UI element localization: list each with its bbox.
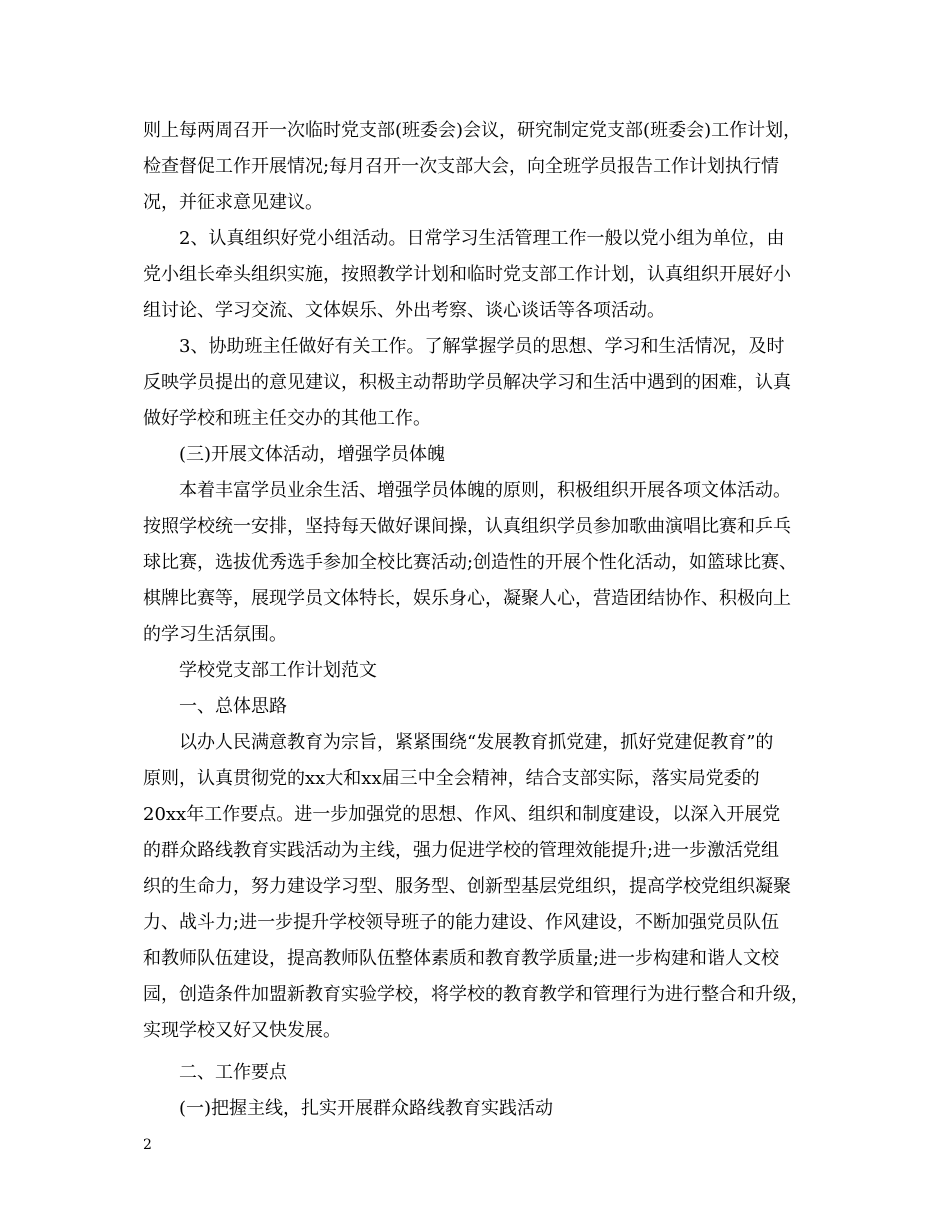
section-heading: 二、工作要点 xyxy=(179,1062,287,1083)
text-line: 实现学校又好又快发展。 xyxy=(143,1020,341,1041)
document-body xyxy=(143,113,823,1127)
paragraph-first-line: 2、认真组织好党小组活动。日常学习生活管理工作一般以党小组为单位，由 xyxy=(179,228,785,249)
text-line: 原则，认真贯彻党的xx大和xx届三中全会精神，结合支部实际，落实局党委的 xyxy=(143,768,760,789)
section-heading: 一、总体思路 xyxy=(179,696,287,717)
text-line: 棋牌比赛等，展现学员文体特长，娱乐身心，凝聚人心，营造团结协作、积极向上 xyxy=(143,588,791,609)
text-line: 织的生命力，努力建设学习型、服务型、创新型基层党组织，提高学校党组织凝聚 xyxy=(143,876,791,897)
text-line: 的学习生活氛围。 xyxy=(143,624,287,645)
text-line: 则上每两周召开一次临时党支部(班委会)会议，研究制定党支部(班委会)工作计划， xyxy=(143,120,802,141)
text-line: 按照学校统一安排，坚持每天做好课间操，认真组织学员参加歌曲演唱比赛和乒乓 xyxy=(143,516,791,537)
subsection-heading: (一)把握主线，扎实开展群众路线教育实践活动 xyxy=(179,1098,554,1119)
text-line: 做好学校和班主任交办的其他工作。 xyxy=(143,408,431,429)
text-line: 党小组长牵头组织实施，按照教学计划和临时党支部工作计划，认真组织开展好小 xyxy=(143,264,791,285)
section-heading: (三)开展文体活动，增强学员体魄 xyxy=(179,444,446,465)
text-line: 组讨论、学习交流、文体娱乐、外出考察、谈心谈话等各项活动。 xyxy=(143,300,665,321)
page-number: 2 xyxy=(143,1137,152,1153)
text-line: 20xx年工作要点。进一步加强党的思想、作风、组织和制度建设，以深入开展党 xyxy=(143,804,781,825)
text-line: 园，创造条件加盟新教育实验学校，将学校的教育教学和管理行为进行整合和升级， xyxy=(143,984,809,1005)
text-line: 球比赛，选拔优秀选手参加全校比赛活动;创造性的开展个性化活动，如篮球比赛、 xyxy=(143,552,798,573)
paragraph-first-line: 3、协助班主任做好有关工作。了解掌握学员的思想、学习和生活情况，及时 xyxy=(179,336,785,357)
text-line: 况，并征求意见建议。 xyxy=(143,192,323,213)
text-line: 反映学员提出的意见建议，积极主动帮助学员解决学习和生活中遇到的困难，认真 xyxy=(143,372,791,393)
paragraph-first-line: 以办人民满意教育为宗旨，紧紧围绕“发展教育抓党建，抓好党建促教育”的 xyxy=(179,732,774,753)
text-line: 和教师队伍建设，提高教师队伍整体素质和教育教学质量;进一步构建和谐人文校 xyxy=(143,948,780,969)
text-line: 力、战斗力;进一步提升学校领导班子的能力建设、作风建设，不断加强党员队伍 xyxy=(143,912,780,933)
paragraph-first-line: 本着丰富学员业余生活、增强学员体魄的原则，积极组织开展各项文体活动。 xyxy=(179,480,791,501)
document-title: 学校党支部工作计划范文 xyxy=(179,660,377,681)
text-line: 的群众路线教育实践活动为主线，强力促进学校的管理效能提升;进一步激活党组 xyxy=(143,840,780,861)
text-line: 检查督促工作开展情况;每月召开一次支部大会，向全班学员报告工作计划执行情 xyxy=(143,156,780,177)
